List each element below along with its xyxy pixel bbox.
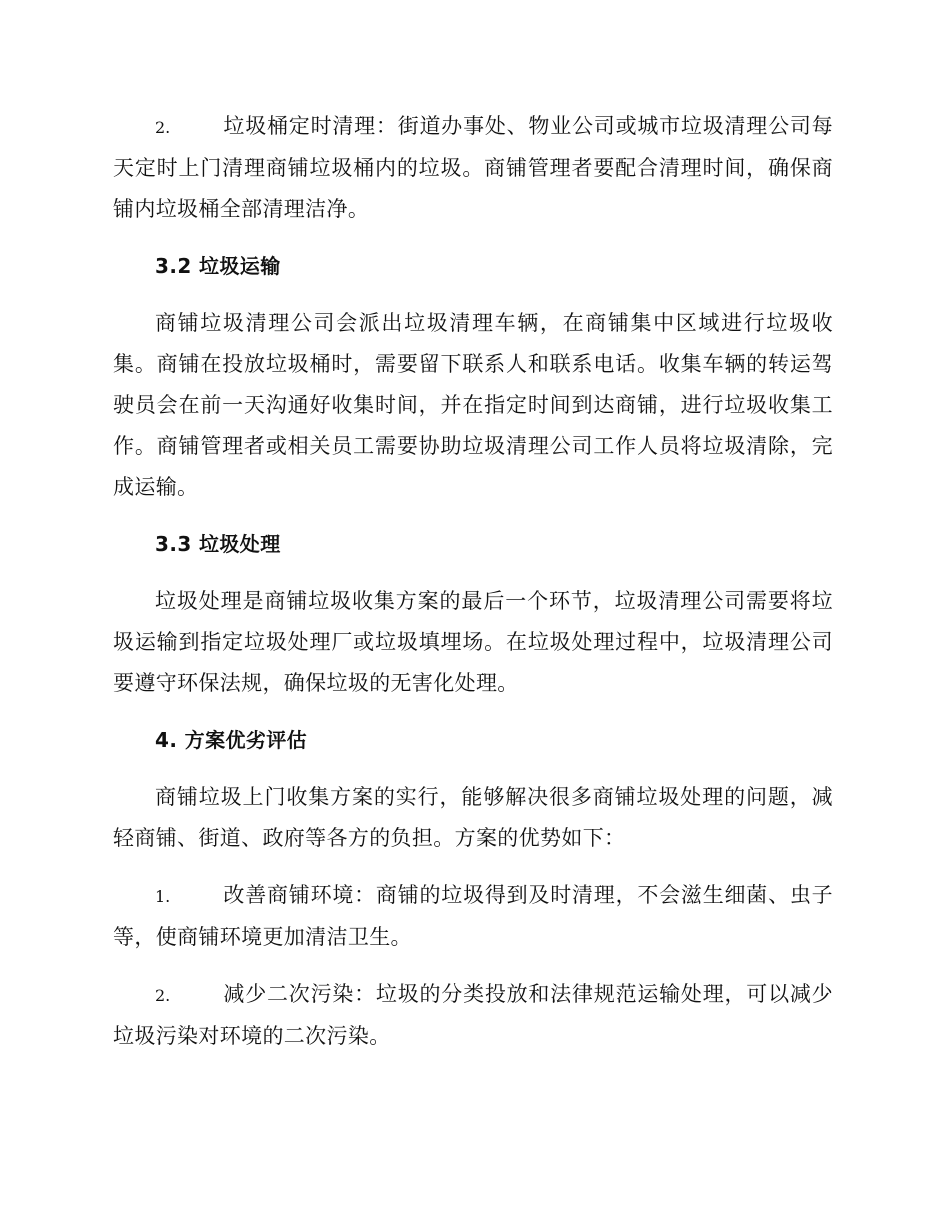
list-number: 1. [155, 887, 171, 906]
paragraph-processing: 垃圾处理是商铺垃圾收集方案的最后一个环节，垃圾清理公司需要将垃圾运输到指定垃圾处理厂或垃圾填埋场。在垃圾处理过程中，垃圾清理公司要遵守环保法规，确保垃圾的无害化处理。 [113, 589, 833, 695]
section-heading-transport: 3.2 垃圾运输 [155, 254, 281, 278]
list-number: 2. [155, 118, 171, 137]
list-item-text: 垃圾桶定时清理：街道办事处、物业公司或城市垃圾清理公司每天定时上门清理商铺垃圾桶内的垃圾。商铺管理者要配合清理时间，确保商铺内垃圾桶全部清理洁净。 [113, 114, 833, 221]
section-heading-processing: 3.3 垃圾处理 [155, 532, 281, 556]
list-item-text: 改善商铺环境：商铺的垃圾得到及时清理，不会滋生细菌、虫子等，使商铺环境更加清洁卫生。 [113, 883, 833, 949]
section-heading-evaluation: 4. 方案优劣评估 [155, 728, 308, 752]
list-item-improve-environment [113, 875, 833, 958]
list-item-timed-cleaning [113, 106, 833, 230]
paragraph-transport: 商铺垃圾清理公司会派出垃圾清理车辆，在商铺集中区域进行垃圾收集。商铺在投放垃圾桶时，需要留下联系人和联系电话。收集车辆的转运驾驶员会在前一天沟通好收集时间，并在指定时间到达商铺，进行垃圾收集工作。商铺管理者或相关员工需要协助垃圾清理公司工作人员将垃圾清除，完成运输。 [113, 311, 833, 499]
paragraph-evaluation: 商铺垃圾上门收集方案的实行，能够解决很多商铺垃圾处理的问题，减轻商铺、街道、政府等各方的负担。方案的优势如下： [113, 785, 833, 850]
document-page [113, 106, 833, 1073]
list-number: 2. [155, 986, 171, 1005]
list-item-reduce-pollution [113, 974, 833, 1057]
list-item-text: 减少二次污染：垃圾的分类投放和法律规范运输处理，可以减少垃圾污染对环境的二次污染。 [113, 982, 833, 1048]
